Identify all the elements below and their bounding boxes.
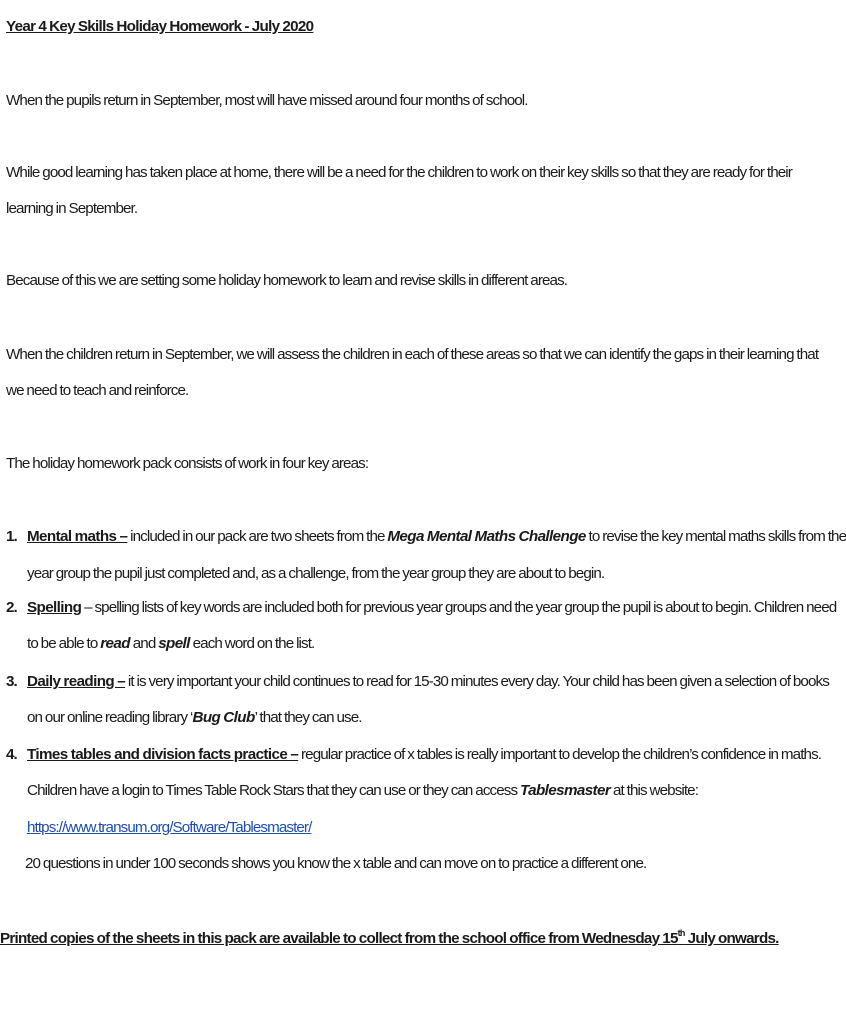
list-item-text: ’ that they can use. <box>254 709 362 726</box>
collection-notice-text: Printed copies of the sheets in this pack are available to collect from the school office from Wednesday 15 <box>0 930 678 947</box>
list-item-heading: Spelling <box>27 599 82 616</box>
list-item-heading: Times tables and division facts practice – <box>27 746 299 763</box>
list-item-line: 20 questions in under 100 seconds shows you know the x table and can move on to practice a different one. <box>25 855 647 872</box>
context-paragraph-line-1: While good learning has taken place at home, there will be a need for the children to work on their key skills so that they are ready for their <box>6 164 792 181</box>
collection-notice <box>0 927 779 948</box>
list-item-heading: Mental maths – <box>27 528 128 545</box>
list-item-text: at this website: <box>610 782 699 799</box>
assessment-paragraph-line-2: we need to teach and reinforce. <box>6 382 189 399</box>
list-item-number: 1. <box>6 528 17 545</box>
list-item-line <box>27 819 311 837</box>
ordinal-suffix: th <box>677 927 685 938</box>
emphasis-text: Bug Club <box>192 709 255 726</box>
list-item-line <box>27 599 836 617</box>
list-item-line <box>27 635 314 653</box>
assessment-paragraph-line-1: When the children return in September, we will assess the children in each of these areas so that we can identify the gaps in their learning that <box>6 346 819 363</box>
list-item-heading: Daily reading – <box>27 673 126 690</box>
pack-intro-paragraph: The holiday homework pack consists of work in four key areas: <box>6 455 369 472</box>
purpose-paragraph: Because of this we are setting some holiday homework to learn and revise skills in different areas. <box>6 272 568 289</box>
list-item-line <box>27 782 698 800</box>
list-item-number: 4. <box>6 746 17 763</box>
list-item-text: and <box>129 635 159 652</box>
emphasis-text: read <box>100 635 130 652</box>
list-item-text: regular practice of x tables is really important to develop the children’s confidence in maths. <box>298 746 822 763</box>
tablesmaster-link[interactable]: https://www.transum.org/Software/Tablesmaster/ <box>27 819 312 836</box>
emphasis-text: Mega Mental Maths Challenge <box>387 528 586 545</box>
list-item-line <box>27 528 846 546</box>
intro-paragraph: When the pupils return in September, most will have missed around four months of school. <box>6 92 528 109</box>
list-item-line: year group the pupil just completed and, as a challenge, from the year group they are about to begin. <box>27 565 605 582</box>
emphasis-text: Tablesmaster <box>520 782 611 799</box>
list-item-text: on our online reading library ‘ <box>27 709 193 726</box>
list-item-line <box>27 673 829 691</box>
list-item-line <box>27 746 821 764</box>
list-item-text: included in our pack are two sheets from the <box>127 528 388 545</box>
list-item-text: to revise the key mental maths skills from the <box>585 528 846 545</box>
emphasis-text: spell <box>158 635 190 652</box>
list-item-number: 2. <box>6 599 17 616</box>
list-item-line <box>27 709 362 727</box>
list-item-text: it is very important your child continues to read for 15-30 minutes every day. Your child has been given a selection of books <box>125 673 829 690</box>
context-paragraph-line-2: learning in September. <box>6 200 138 217</box>
list-item-text: to be able to <box>27 635 101 652</box>
list-item-text: each word on the list. <box>189 635 315 652</box>
list-item-text: – spelling lists of key words are included both for previous year groups and the year group the pupil is about to begin. Children need <box>81 599 837 616</box>
collection-notice-text: July onwards. <box>684 930 779 947</box>
document-title: Year 4 Key Skills Holiday Homework - July 2020 <box>6 18 314 35</box>
list-item-text: Children have a login to Times Table Rock Stars that they can use or they can access <box>27 782 520 799</box>
list-item-number: 3. <box>6 673 17 690</box>
